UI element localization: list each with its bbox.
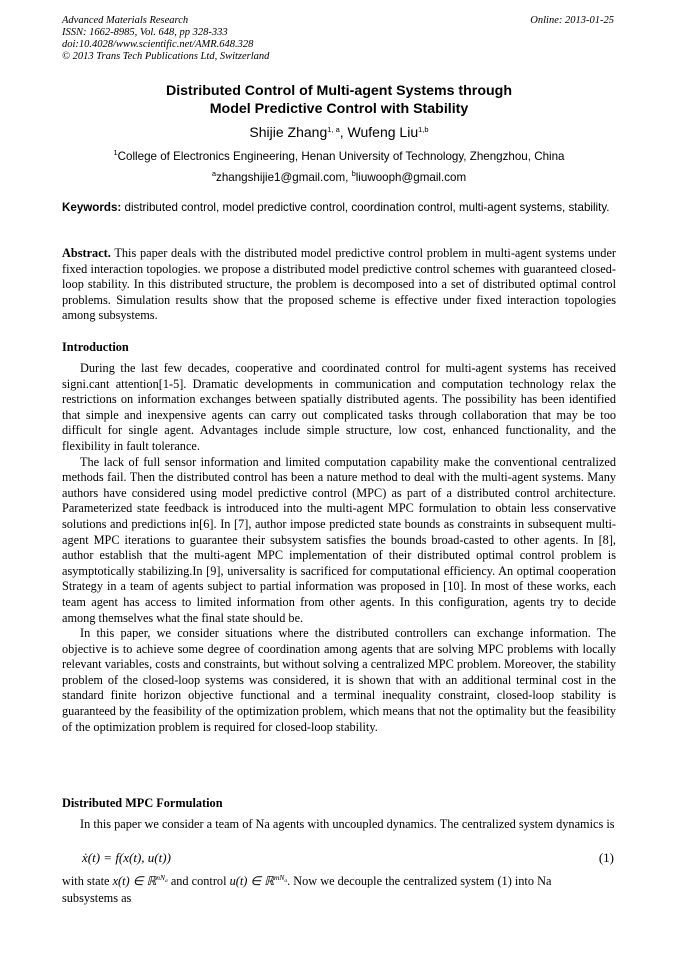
abstract-text: This paper deals with the distributed model predictive control problem in multi-agent systems under fixed interaction topologies. we propose a distributed model predictive control schemes with guaranteed closed-loop stability. In this distributed structure, the problem is decomposed into a set of distributed optimal control problems. Simulation results show that the proposed scheme is effective under fixed interaction topologies among subsystems. (62, 246, 616, 323)
control-space-expr: u(t) ∈ ℝ (229, 874, 274, 888)
state-space-expr: x(t) ∈ ℝ (112, 874, 157, 888)
keywords-label: Keywords: (62, 201, 122, 214)
intro-paragraph-3: In this paper, we consider situations where the distributed controllers can exchange information. The objective is to achieve some degree of coordination among agents that are solving MPC problems with locally relevant variables, costs and constraints, but without solving a centralized MPC problem. Moreover, the stability problem of the closed-loop systems was considered, it is shown that with an additional terminal cost in the standard finite horizon objective functional and a terminal inequality constraint, closed-loop stability is guaranteed by the feasibility of the optimization problem, which means that not the optimality but the feasibility of the optimization problem is required for closed-loop stability. (62, 626, 616, 734)
journal-copyright: © 2013 Trans Tech Publications Ltd, Switzerland (62, 51, 270, 62)
author-2-affil: 1,b (418, 125, 429, 134)
email-b: liuwooph@gmail.com (355, 171, 467, 184)
journal-doi: doi:10.4028/www.scientific.net/AMR.648.328 (62, 39, 254, 50)
author-separator: , (339, 124, 348, 140)
author-list (62, 123, 616, 141)
abstract-label: Abstract. (62, 246, 111, 260)
intro-heading: Introduction (62, 340, 129, 354)
author-1: Shijie Zhang (249, 124, 328, 140)
keywords (62, 201, 616, 216)
equation-1-number: (1) (598, 850, 614, 865)
journal-name: Advanced Materials Research (62, 15, 189, 26)
email-separator: , (345, 171, 352, 184)
email-b-marker: b (351, 169, 356, 178)
paper-title (62, 82, 616, 118)
email-a-marker: a (211, 169, 217, 178)
title-line-2: Model Predictive Control with Stability (209, 101, 469, 117)
title-line-1: Distributed Control of Multi-agent Systems through (165, 83, 512, 99)
state-space-dim-sub: a (165, 878, 168, 884)
decouple-text: . Now we decouple the centralized system (1) into Na (287, 874, 552, 888)
affiliation-marker: 1 (113, 148, 118, 157)
email-a: zhangshijie1@gmail.com (216, 171, 346, 184)
affiliation (62, 150, 616, 164)
intro-body (62, 361, 616, 735)
equation-1-expr: ẋ(t) = f(x(t), u(t)) (82, 850, 171, 865)
state-control-line (62, 873, 616, 889)
control-space-dim (274, 873, 287, 882)
state-space-dim (156, 873, 168, 882)
abstract (62, 246, 616, 324)
journal-header (62, 15, 269, 63)
with-state-text: with state (62, 874, 110, 888)
mpc-body (62, 817, 616, 833)
author-emails (62, 171, 616, 185)
state-space-dim-main: nN (156, 873, 165, 882)
mpc-paragraph-1: In this paper we consider a team of Na agents with uncoupled dynamics. The centralized system dynamics is (80, 817, 615, 831)
intro-paragraph-2: The lack of full sensor information and limited computation capability make the conventional centralized methods fail. Then the distributed control has been a nature method to deal with the multi-agent systems. Many authors have considered using model predictive control (MPC) as part of a distributed control architecture. Parameterized state feedback is introduced into the multi-agent MPC formulation to obtain less conservative solutions and predictions in[6]. In [7], author impose predicted state bounds as constraints in subsequent multi-agent MPC iterations to guarantee their subsystem satisfies the bounds broad-casted to other agents. In [8], author establish that the multi-agent MPC implementation of their distributed optimal control problem is asymptotically stabilizing.In [9], universality is sacrificed for computational efficiency. An optimal cooperation Strategy in a team of agents subject to partial information was proposed in [10]. In most of these works, each team agent has access to limited information from other agents. In this configuration, agents try to decide among themselves what the final state should be. (62, 454, 616, 625)
mpc-heading: Distributed MPC Formulation (62, 796, 223, 810)
subsystems-line: subsystems as (62, 891, 132, 905)
intro-paragraph-1: During the last few decades, cooperative and coordinated control for multi-agent systems has received signi.cant attention[1-5]. Dramatic developments in communication and computation technology relax the restrictions on information exchanges between spatially distributed agents. The possibility has been identified that simple and inexpensive agents can carry out complicated tasks through collaboration that may be too difficult for single agent. Advantages include simple structure, low cost, enhanced functionality, and the flexibility in fault tolerance. (62, 361, 616, 453)
control-space-dim-sub: a (284, 878, 288, 884)
journal-issn: ISSN: 1662-8985, Vol. 648, pp 328-333 (62, 27, 228, 38)
online-date: Online: 2013-01-25 (530, 15, 614, 26)
and-control-text: and control (170, 874, 227, 888)
keywords-text: distributed control, model predictive control, coordination control, multi-agent systems, stability. (121, 201, 610, 214)
affiliation-text: College of Electronics Engineering, Henan University of Technology, Zhengzhou, China (117, 150, 565, 163)
author-2: Wufeng Liu (347, 124, 419, 140)
control-space-dim-main: mN (273, 873, 285, 882)
author-1-affil: 1, a (327, 125, 340, 134)
